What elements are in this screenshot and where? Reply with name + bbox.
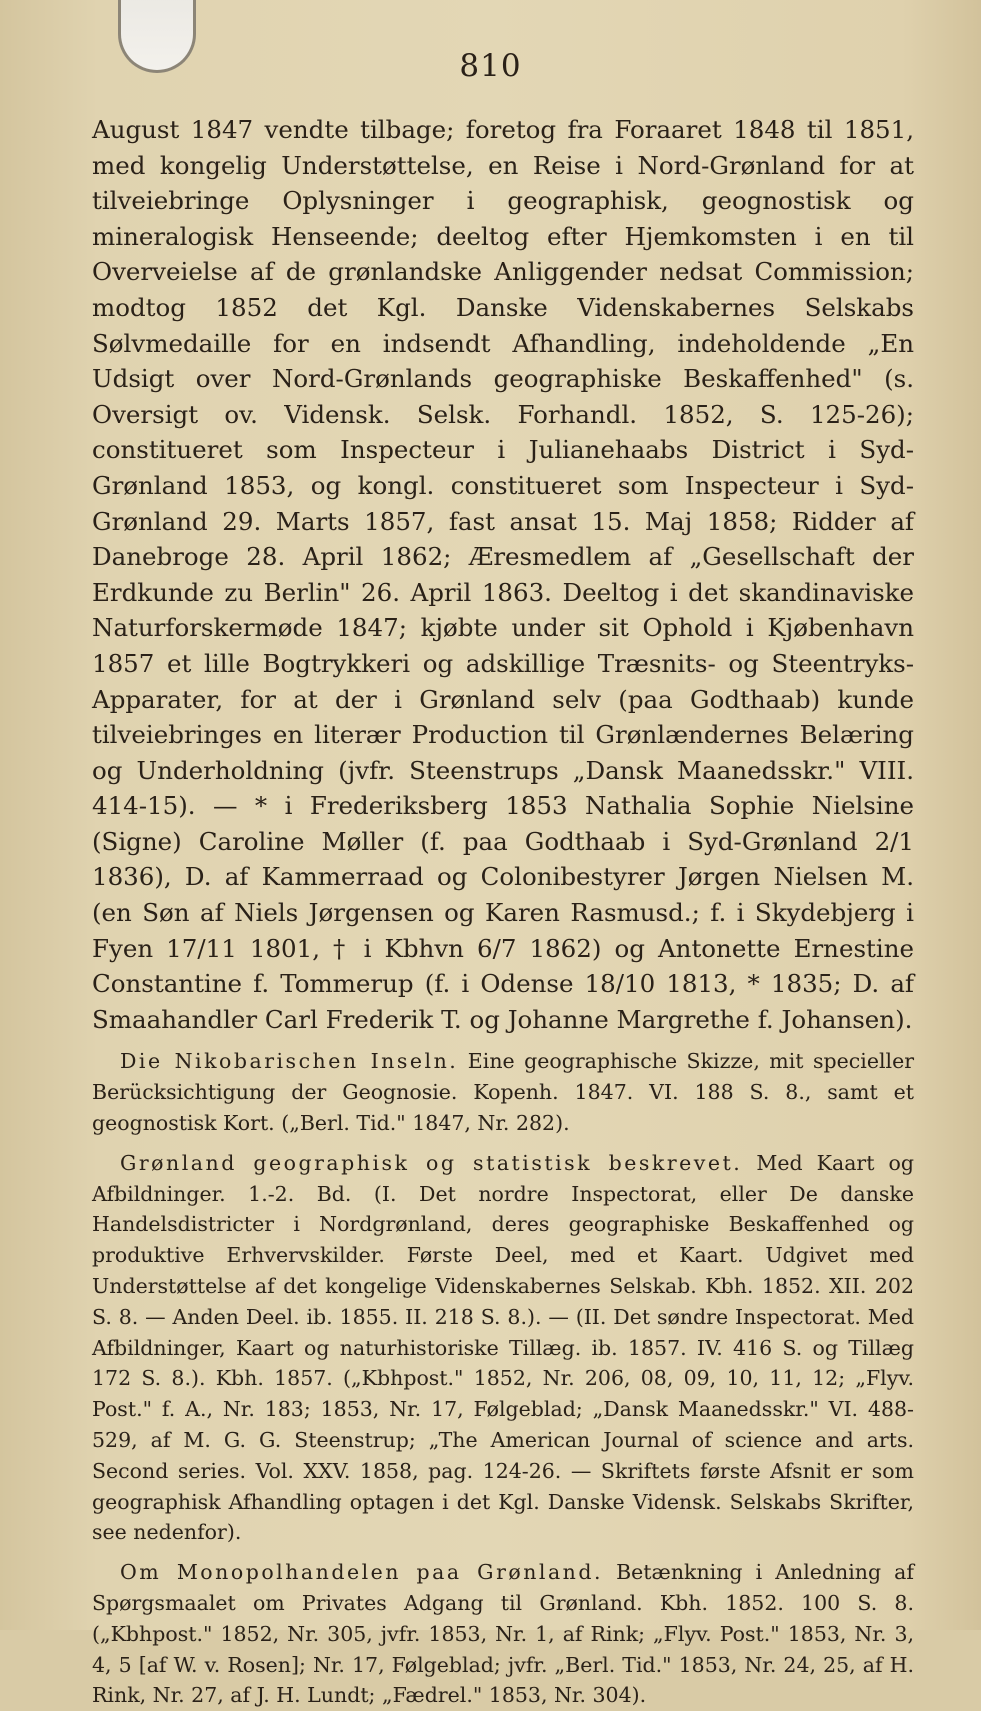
entry-text: Eine geographische Skizze, mit specieller Berücksichtigung der Geognosie. Kopenh. 1847. VI. 188 S. 8., samt et geognostisk Kort. („Berl. Tid." 1847, Nr. 282). xyxy=(92,1049,915,1136)
entry-title: Grønland geographisk og statistisk beskrevet. xyxy=(120,1150,743,1175)
entry-text: Med Kaart og Afbildninger. 1.-2. Bd. (I. Det nordre Inspectorat, eller De danske Handelsdistricter i Nordgrønland, deres geographiske Beskaffenhed og produktive Erhvervskilder. Første Deel, med et Kaart. Udgivet med Understøttelse af det kongelige Videnskabernes Selskab. Kbh. 1852. XII. 202 S. 8. — Anden Deel. ib. 1855. II. 218 S. 8.). — (II. Det søndre Inspectorat. Med Afbildninger, Kaart og naturhistoriske Tillæg. ib. 1857. IV. 416 S. og Tillæg 172 S. 8.). Kbh. 1857. („Kbhpost." 1852, Nr. 206, 08, 09, 10, 11, 12; „Flyv. Post." f. A., Nr. 183; 1853, Nr. 17, Følgeblad; „Dansk Maanedsskr." VI. 488-529, af M. G. G. Steenstrup; „The American Journal of science and arts. Second series. Vol. XXV. 1858, pag. 124-26. — Skriftets første Afsnit er som geographisk Afhandling optagen i det Kgl. Danske Vidensk. Selskabs Skrifter, see nedenfor). xyxy=(92,1150,914,1545)
bibliography-entry xyxy=(92,1148,914,1548)
entry-title: Die Nikobarischen Inseln. xyxy=(120,1049,459,1074)
entry-text: Betænkning i Anledning af Spørgsmaalet om Privates Adgang til Grønland. Kbh. 1852. 100 S. 8. („Kbhpost." 1852, Nr. 305, jvfr. 1853, Nr. 1, af Rink; „Flyv. Post." 1853, Nr. 3, 4, 5 [af W. v. Rosen]; Nr. 17, Følgeblad; jvfr. „Berl. Tid." 1853, Nr. 24, 25, af H. Rink, Nr. 27, af J. H. Lundt; „Fædrel." 1853, Nr. 304). xyxy=(92,1560,914,1708)
page-body xyxy=(92,112,914,1711)
bibliography-entry xyxy=(92,1046,914,1138)
biography-paragraph: August 1847 vendte tilbage; foretog fra Foraaret 1848 til 1851, med kongelig Understøttelse, en Reise i Nord-Grønland for at tilveiebringe Oplysninger i geographisk, geognostisk og mineralogisk Henseende; deeltog efter Hjemkomsten i en til Overveielse af de grønlandske Anliggender nedsat Commission; modtog 1852 det Kgl. Danske Videnskabernes Selskabs Sølvmedaille for en indsendt Afhandling, indeholdende „En Udsigt over Nord-Grønlands geographiske Beskaffenhed" (s. Oversigt ov. Vidensk. Selsk. Forhandl. 1852, S. 125-26); constitueret som Inspecteur i Julianehaabs District i Syd-Grønland 1853, og kongl. constitueret som Inspecteur i Syd-Grønland 29. Marts 1857, fast ansat 15. Maj 1858; Ridder af Danebroge 28. April 1862; Æresmedlem af „Gesellschaft der Erdkunde zu Berlin" 26. April 1863. Deeltog i det skandinaviske Naturforskermøde 1847; kjøbte under sit Ophold i Kjøbenhavn 1857 et lille Bogtrykkeri og adskillige Træsnits- og Steentryks-Apparater, for at der i Grønland selv (paa Godthaab) kunde tilveiebringes en literær Production til Grønlændernes Belæring og Underholdning (jvfr. Steenstrups „Dansk Maanedsskr." VIII. 414-15). — * i Frederiksberg 1853 Nathalia Sophie Nielsine (Signe) Caroline Møller (f. paa Godthaab i Syd-Grønland 2/1 1836), D. af Kammerraad og Colonibestyrer Jørgen Nielsen M. (en Søn af Niels Jørgensen og Karen Rasmusd.; f. i Skydebjerg i Fyen 17/11 1801, † i Kbhvn 6/7 1862) og Antonette Ernestine Constantine f. Tommerup (f. i Odense 18/10 1813, * 1835; D. af Smaahandler Carl Frederik T. og Johanne Margrethe f. Johansen). xyxy=(92,115,914,1034)
entry-title: Om Monopolhandelen paa Grønland. xyxy=(120,1560,604,1585)
bibliography-entry xyxy=(92,1557,914,1711)
page-number: 810 xyxy=(459,48,522,84)
